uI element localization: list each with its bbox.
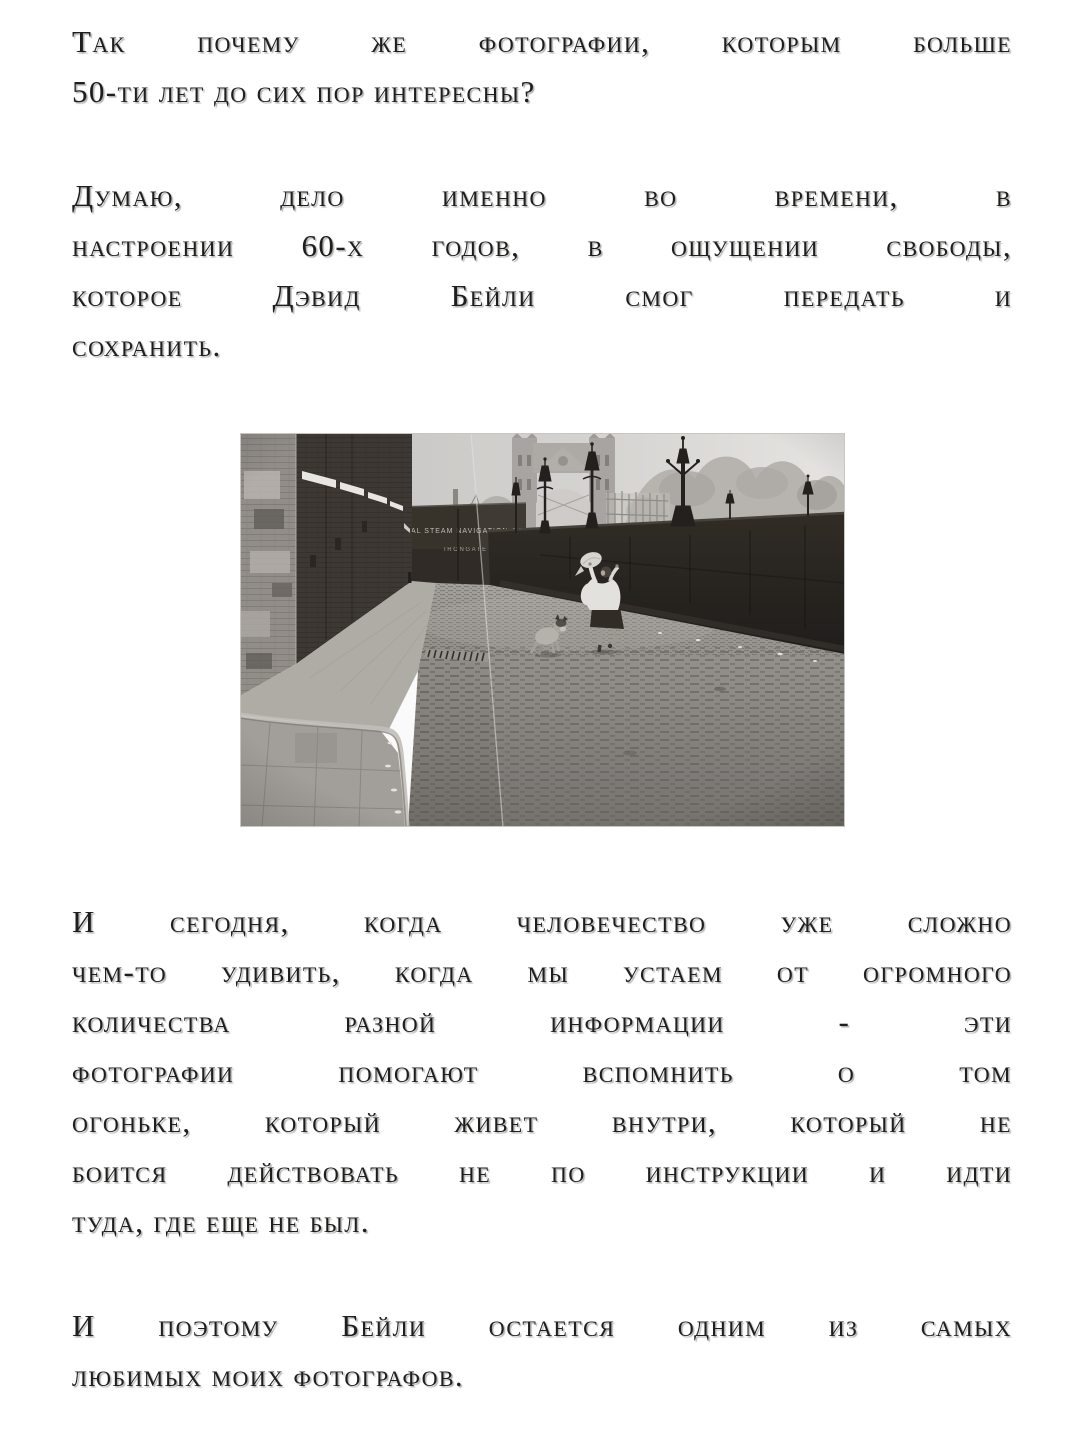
- paragraph-3: [72, 897, 1012, 1247]
- paragraph-1-line-1: Так почему же фотографии, которым больше: [72, 24, 1012, 59]
- paragraph-3-line-7: туда, где еще не был.: [72, 1204, 370, 1239]
- paragraph-3-line-5: огоньке, который живет внутри, который не: [72, 1104, 1012, 1139]
- paragraph-2-line-3: которое Дэвид Бейли смог передать и: [72, 278, 1012, 313]
- paragraph-2-line-2: настроении 60-х годов, в ощущении свободы,: [72, 228, 1012, 263]
- paragraph-3-line-2: чем-то удивить, когда мы устаем от огромного: [72, 954, 1012, 989]
- vignette: [240, 433, 845, 827]
- paragraph-3-line-6: боится действовать не по инструкции и идти: [72, 1154, 1012, 1189]
- paragraph-1: [72, 17, 1012, 117]
- paragraph-2-line-1: Думаю, дело именно во времени, в: [72, 178, 1012, 213]
- paragraph-3-line-3: количества разной информации - эти: [72, 1004, 1012, 1039]
- paragraph-3-line-4: фотографии помогают вспомнить о том: [72, 1054, 1012, 1089]
- bailey-photograph: [240, 433, 845, 827]
- paragraph-1-line-2: 50-ти лет до сих пор интересны?: [72, 74, 536, 109]
- photo-canvas: [240, 433, 845, 827]
- paragraph-4-line-1: И поэтому Бейли остается одним из самых: [72, 1308, 1012, 1343]
- paragraph-4-line-2: любимых моих фотографов.: [72, 1358, 465, 1393]
- paragraph-2: [72, 171, 1012, 371]
- paragraph-2-line-4: сохранить.: [72, 328, 222, 363]
- paragraph-3-line-1: И сегодня, когда человечество уже сложно: [72, 904, 1012, 939]
- paragraph-4: [72, 1301, 1012, 1401]
